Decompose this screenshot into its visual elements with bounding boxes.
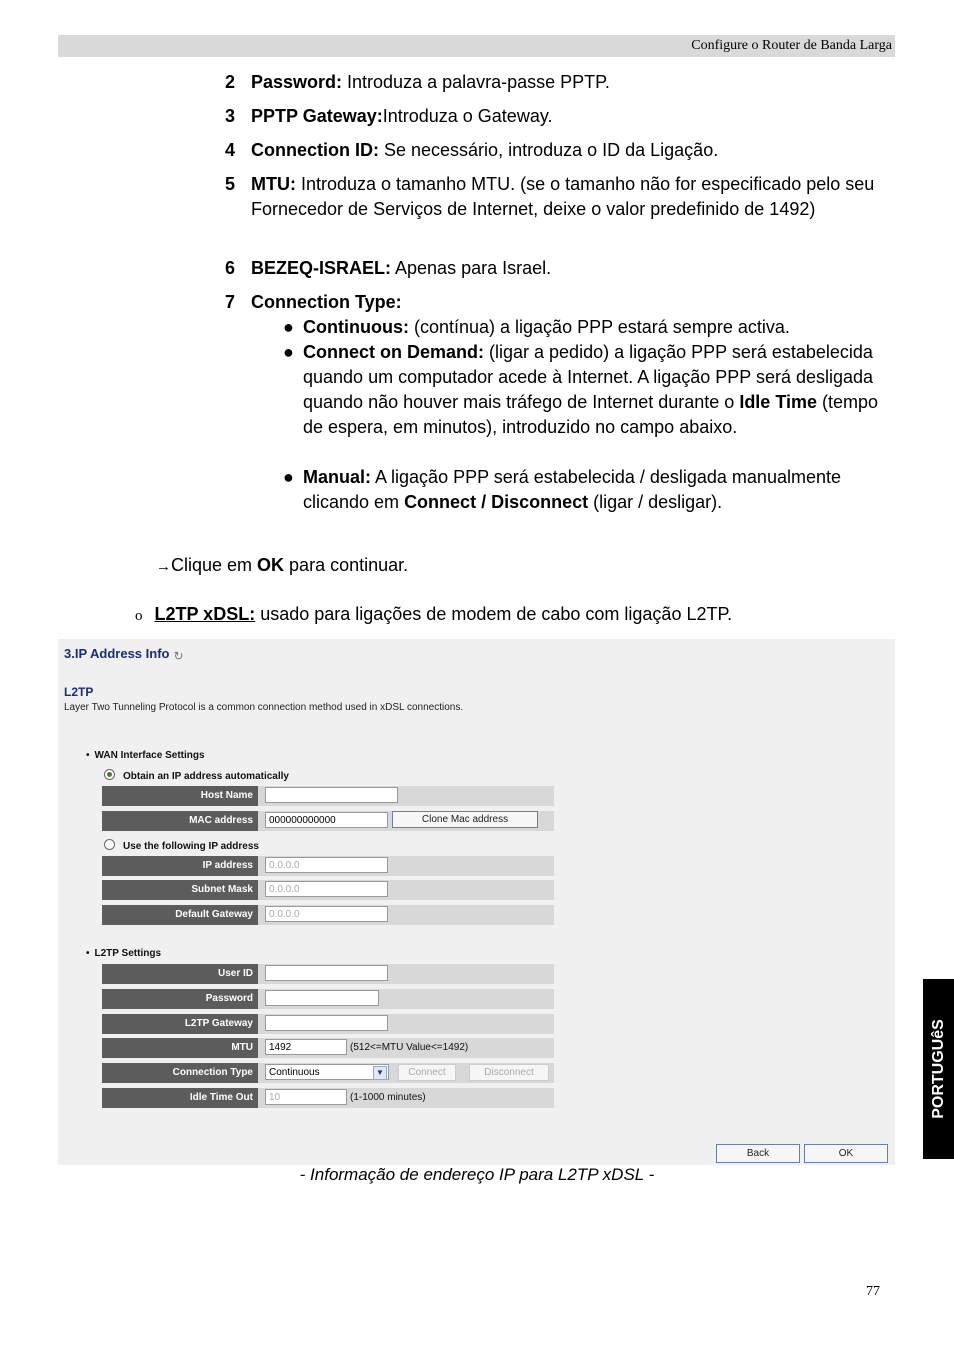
radio-use-following[interactable]: Use the following IP address bbox=[104, 839, 259, 852]
ok-button[interactable]: OK bbox=[804, 1144, 888, 1163]
mtu-input[interactable]: 1492 bbox=[265, 1039, 347, 1055]
ip-address-input[interactable]: 0.0.0.0 bbox=[265, 857, 388, 873]
page-header bbox=[58, 35, 895, 57]
refresh-icon[interactable]: ↻ bbox=[173, 649, 184, 663]
subnet-mask-input[interactable]: 0.0.0.0 bbox=[265, 881, 388, 897]
row-subnet-mask: Subnet Mask 0.0.0.0 bbox=[102, 880, 554, 900]
row-mtu: MTU 1492 (512<=MTU Value<=1492) bbox=[102, 1038, 554, 1058]
idle-time-input[interactable]: 10 bbox=[265, 1089, 347, 1105]
continue-note: →Clique em OK para continuar. bbox=[156, 555, 409, 575]
row-mac-address: MAC address 000000000000 Clone Mac address bbox=[102, 811, 554, 831]
radio-obtain-auto[interactable]: Obtain an IP address automatically bbox=[104, 769, 289, 782]
connection-type-select[interactable]: Continuous ▼ bbox=[265, 1064, 389, 1080]
l2tp-section-title: • L2TP Settings bbox=[86, 948, 161, 959]
user-id-input[interactable] bbox=[265, 965, 388, 981]
l2tp-description: o L2TP xDSL: usado para ligações de modem de cabo com ligação L2TP. bbox=[135, 604, 733, 624]
back-button[interactable]: Back bbox=[716, 1144, 800, 1163]
page-number: 77 bbox=[866, 1284, 880, 1299]
panel-title: 3.IP Address Info ↻ bbox=[64, 646, 184, 663]
row-password: Password bbox=[102, 989, 554, 1009]
chevron-down-icon[interactable]: ▼ bbox=[373, 1066, 387, 1080]
language-side-tab: PORTUGUêS bbox=[923, 979, 954, 1159]
row-idle-time-out: Idle Time Out 10 (1-1000 minutes) bbox=[102, 1088, 554, 1108]
arrow-right-icon: → bbox=[156, 558, 171, 575]
wan-section-title: • WAN Interface Settings bbox=[86, 750, 205, 761]
row-l2tp-gateway: L2TP Gateway bbox=[102, 1014, 554, 1034]
router-config-screenshot bbox=[58, 639, 895, 1165]
radio-selected-icon[interactable] bbox=[104, 769, 115, 780]
mtu-hint: (512<=MTU Value<=1492) bbox=[350, 1042, 469, 1053]
l2tp-gateway-input[interactable] bbox=[265, 1015, 388, 1031]
row-default-gateway: Default Gateway 0.0.0.0 bbox=[102, 905, 554, 925]
connect-button[interactable]: Connect bbox=[398, 1064, 456, 1081]
host-name-input[interactable] bbox=[265, 787, 398, 803]
row-host-name: Host Name bbox=[102, 786, 554, 806]
idle-time-hint: (1-1000 minutes) bbox=[350, 1092, 426, 1103]
panel-heading: L2TP bbox=[64, 685, 94, 699]
radio-unselected-icon[interactable] bbox=[104, 839, 115, 850]
panel-description: Layer Two Tunneling Protocol is a common connection method used in xDSL connections. bbox=[64, 702, 464, 713]
figure-caption: - Informação de endereço IP para L2TP xDSL - bbox=[299, 1165, 655, 1184]
default-gateway-input[interactable]: 0.0.0.0 bbox=[265, 906, 388, 922]
disconnect-button[interactable]: Disconnect bbox=[469, 1064, 549, 1081]
row-user-id: User ID bbox=[102, 964, 554, 984]
row-connection-type: Connection Type Continuous ▼ Connect Disconnect bbox=[102, 1063, 554, 1083]
password-input[interactable] bbox=[265, 990, 379, 1006]
clone-mac-button[interactable]: Clone Mac address bbox=[392, 811, 538, 828]
mac-address-input[interactable]: 000000000000 bbox=[265, 812, 388, 828]
row-ip-address: IP address 0.0.0.0 bbox=[102, 856, 554, 876]
header-title: Configure o Router de Banda Larga bbox=[691, 38, 892, 53]
